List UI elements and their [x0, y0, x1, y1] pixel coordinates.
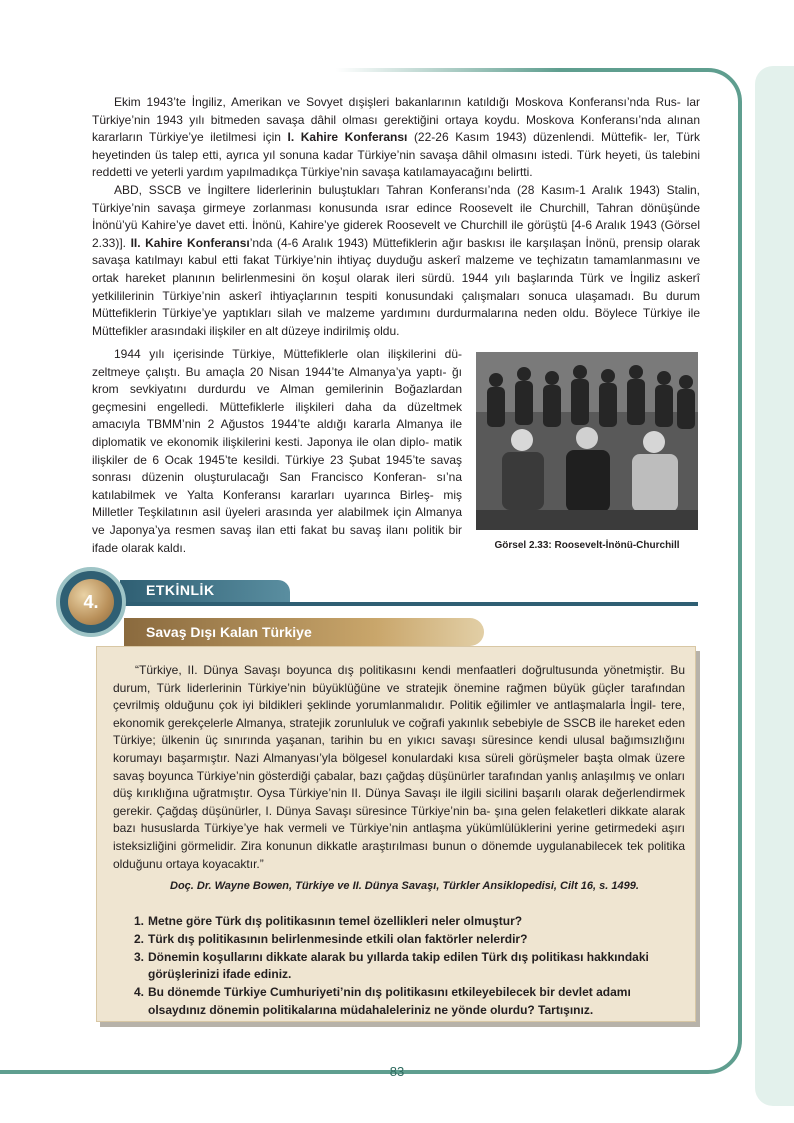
question-text: Metne göre Türk dış politikasının temel özellikleri neler olmuştur? — [148, 914, 523, 928]
question-item — [134, 984, 690, 1020]
activity-quote — [113, 662, 685, 873]
frame-top-fade — [0, 64, 560, 76]
body-text-narrow — [92, 346, 462, 557]
activity-divider — [120, 602, 698, 606]
paragraph-1-part-a: Ekim 1943’te İngiliz, Amerikan ve Sovyet dışişleri bakanlarının katıldığı Moskova Konferansı’nda Rus- lar Türkiye’nin 1943 yılı bitmeden savaşa dâhil olması gerektiğini ortaya koydu. Moskova Konferansı’nda alınan kararların Türkiye’ye iletilmesi için — [92, 95, 700, 145]
activity-number: 4. — [68, 579, 114, 625]
question-item — [134, 949, 690, 985]
paragraph-2-part-a: ABD, SSCB ve İngiltere liderlerinin buluştukları Tahran Konferansı’nda (28 Kasım-1 Aralık 1943) Stalin, Türkiye’nin savaşa girmeye zorlanması konusunda ısrar edince Roosevelt ile Churchill, Tahran dönüşünde İnönü’yü Kahire’ye davet etti. İnönü, Kahire’ye giderek Roosevelt ve Churchill ile görüştü [4-6 Aralık 1943 (Görsel 2.33)]. — [92, 182, 700, 250]
question-number: 1. — [134, 914, 145, 928]
photo-illustration — [476, 352, 698, 530]
question-text: Türk dış politikasının belirlenmesinde etkili olan faktörler nelerdir? — [148, 931, 528, 946]
question-list — [134, 913, 690, 1020]
paragraph-2-part-b: ’nda (4-6 Aralık 1943) Müttefiklerin ağır baskısı ile karşılaşan İnönü, prensip olarak savaşa katılmayı kabul etti fakat Türkiye’nin ihtiyaç duyduğu askerî malzeme ve teçhizatın tamamlanmasını ve ortak hareket planının belirlenmesini ön koşul olarak ileri sürdü. 1944 yılı başlarında Türk ve İngiliz askerî yetkililerinin Türkiye’nin askerî ihtiyaçlarının tespiti konusundaki çalışmaları sonuca ulaşamadı. Bu durum Müttefiklerin Türkiye’ye yaptıkları silah ve malzeme yardımını durdurmalarına neden oldu. Böylece Türkiye ile Müttefikler arasındaki ilişkiler en alt düzeye indirilmiş oldu. — [92, 235, 700, 338]
kahire-1-term: I. Kahire Konferansı — [287, 130, 408, 145]
paragraph-1 — [92, 94, 700, 182]
kahire-2-term: II. Kahire Konferansı — [130, 235, 250, 250]
body-text-top — [92, 94, 700, 340]
side-tab-decoration — [755, 66, 794, 1106]
paragraph-3: 1944 yılı içerisinde Türkiye, Müttefiklerle olan ilişkilerini dü- zeltmeye çalıştı. Bu amaçla 20 Nisan 1944’te Almanya’ya yaptı- ğı krom sevkiyatını durdurdu ve Alman gemilerinin Boğazlardan geçmesini engelledi. Müttefiklerle ilişkileri daha da düzeltmek amacıyla TBMM’nin 2 Ağustos 1944’te aldığı kararla Almanya ile diplomatik ve ekonomik ilişkilerini kesti. Japonya ile olan diplo- matik ilişkiler de 6 Ocak 1945’te kesildi. Türkiye 23 Şubat 1945’te savaş sonrası düzenin oluşturulacağı San Francisco Konferan- sı’na katılabilmek ve Yalta Konferansı kararları uyarınca Birleş- miş Milletler Teşkilatının asil üyeleri arasında yer alabilmek için Almanya ve Japonya’ya resmen savaş ilan etti fakat bu savaş ilanı politik bir ifade olarak kaldı. — [92, 347, 462, 555]
question-item — [134, 931, 690, 949]
page-number: 83 — [389, 1064, 405, 1079]
quote-text: “Türkiye, II. Dünya Savaşı boyunca dış politikasını kendi menfaatleri doğrultusunda yönetmiştir. Bu durum, Türk liderlerinin Türkiye’nin büyüklüğüne ve stratejik önemine rağmen büyük güçler tarafından çevrilmiş olduğunu çok iyi bildikleri şeklinde yorumlanmalıdır. Politik eğilimler ve antlaşmalarla İngil- tere, ekonomik gerekçelerle Almanya, stratejik zorunluluk ve coğrafi yakınlık sebebiyle de SSCB ile hareket eden Türkiye; ülkenin üç sınırında yaşanan, tarihin bu en yıkıcı savaşı süresince kendi ulusal bağımsızlığını korumayı başarmıştır. Nazi Almanyası’yla bölgesel konulardaki kısa süreli görüşmeler başta olmak üzere savaş boyunca Türkiye’nin gösterdiği çabalar, bazı çağdaş düşünürler tarafından yanlış anlaşılmış ve onları düş kırıklığına uğratmıştır. Oysa Türkiye’nin II. Dünya Savaşı ile ilgili sicilini başarılı olarak değerlendirmek gerekir. Çağdaş düşünürler, I. Dünya Savaşı süresince Türkiye’nin ba- şına gelen felaketleri dikkate alarak bazı hususlarda Türkiye’ye hak vermeli ve Türkiye’nin antlaşma yükümlülüklerini yerine getirmedeki aşırı isteksizliğini görmelidir. Zira konunun dikkatle araştırılması bunun o dönemde uygulanabilecek tek politika olduğunu ortaya koyacaktır.” — [113, 663, 685, 871]
quote-source: Doç. Dr. Wayne Bowen, Türkiye ve II. Dünya Savaşı, Türkler Ansiklopedisi, Cilt 16, s. 1499. — [170, 880, 639, 892]
paragraph-2 — [92, 182, 700, 340]
paragraph-1-part-b: (22-26 Kasım 1943) düzenlendi. Müttefik- ler, Türk heyetinden üs talep etti, ayrıca yıl sonuna kadar Türkiye’nin savaşa dâhil olmasını istedi. Türk heyeti, üs talebini reddetti ve yeterli yardım yapılmadıkça Türkiye’nin savaşa katılamayacağını belirtti. — [92, 130, 700, 180]
activity-label: ETKİNLİK — [146, 582, 215, 598]
activity-title: Savaş Dışı Kalan Türkiye — [146, 624, 312, 640]
photo-caption: Görsel 2.33: Roosevelt-İnönü-Churchill — [494, 540, 680, 551]
historical-photo — [476, 352, 698, 530]
question-text: Dönemin koşullarını dikkate alarak bu yıllarda takip edilen Türk dış politikası hakkındaki görüşlerinizi ifade ediniz. — [148, 949, 649, 982]
question-number: 4. — [134, 985, 145, 1000]
question-item — [134, 913, 690, 931]
question-text: Bu dönemde Türkiye Cumhuriyeti’nin dış politikasını etkileyebilecek bir devlet adamı olsaydınız dönemin politikalarına müdahaleleriniz ne yönde olurdu? Tartışınız. — [148, 985, 631, 1017]
question-number: 2. — [134, 931, 145, 946]
question-number: 3. — [134, 949, 145, 964]
